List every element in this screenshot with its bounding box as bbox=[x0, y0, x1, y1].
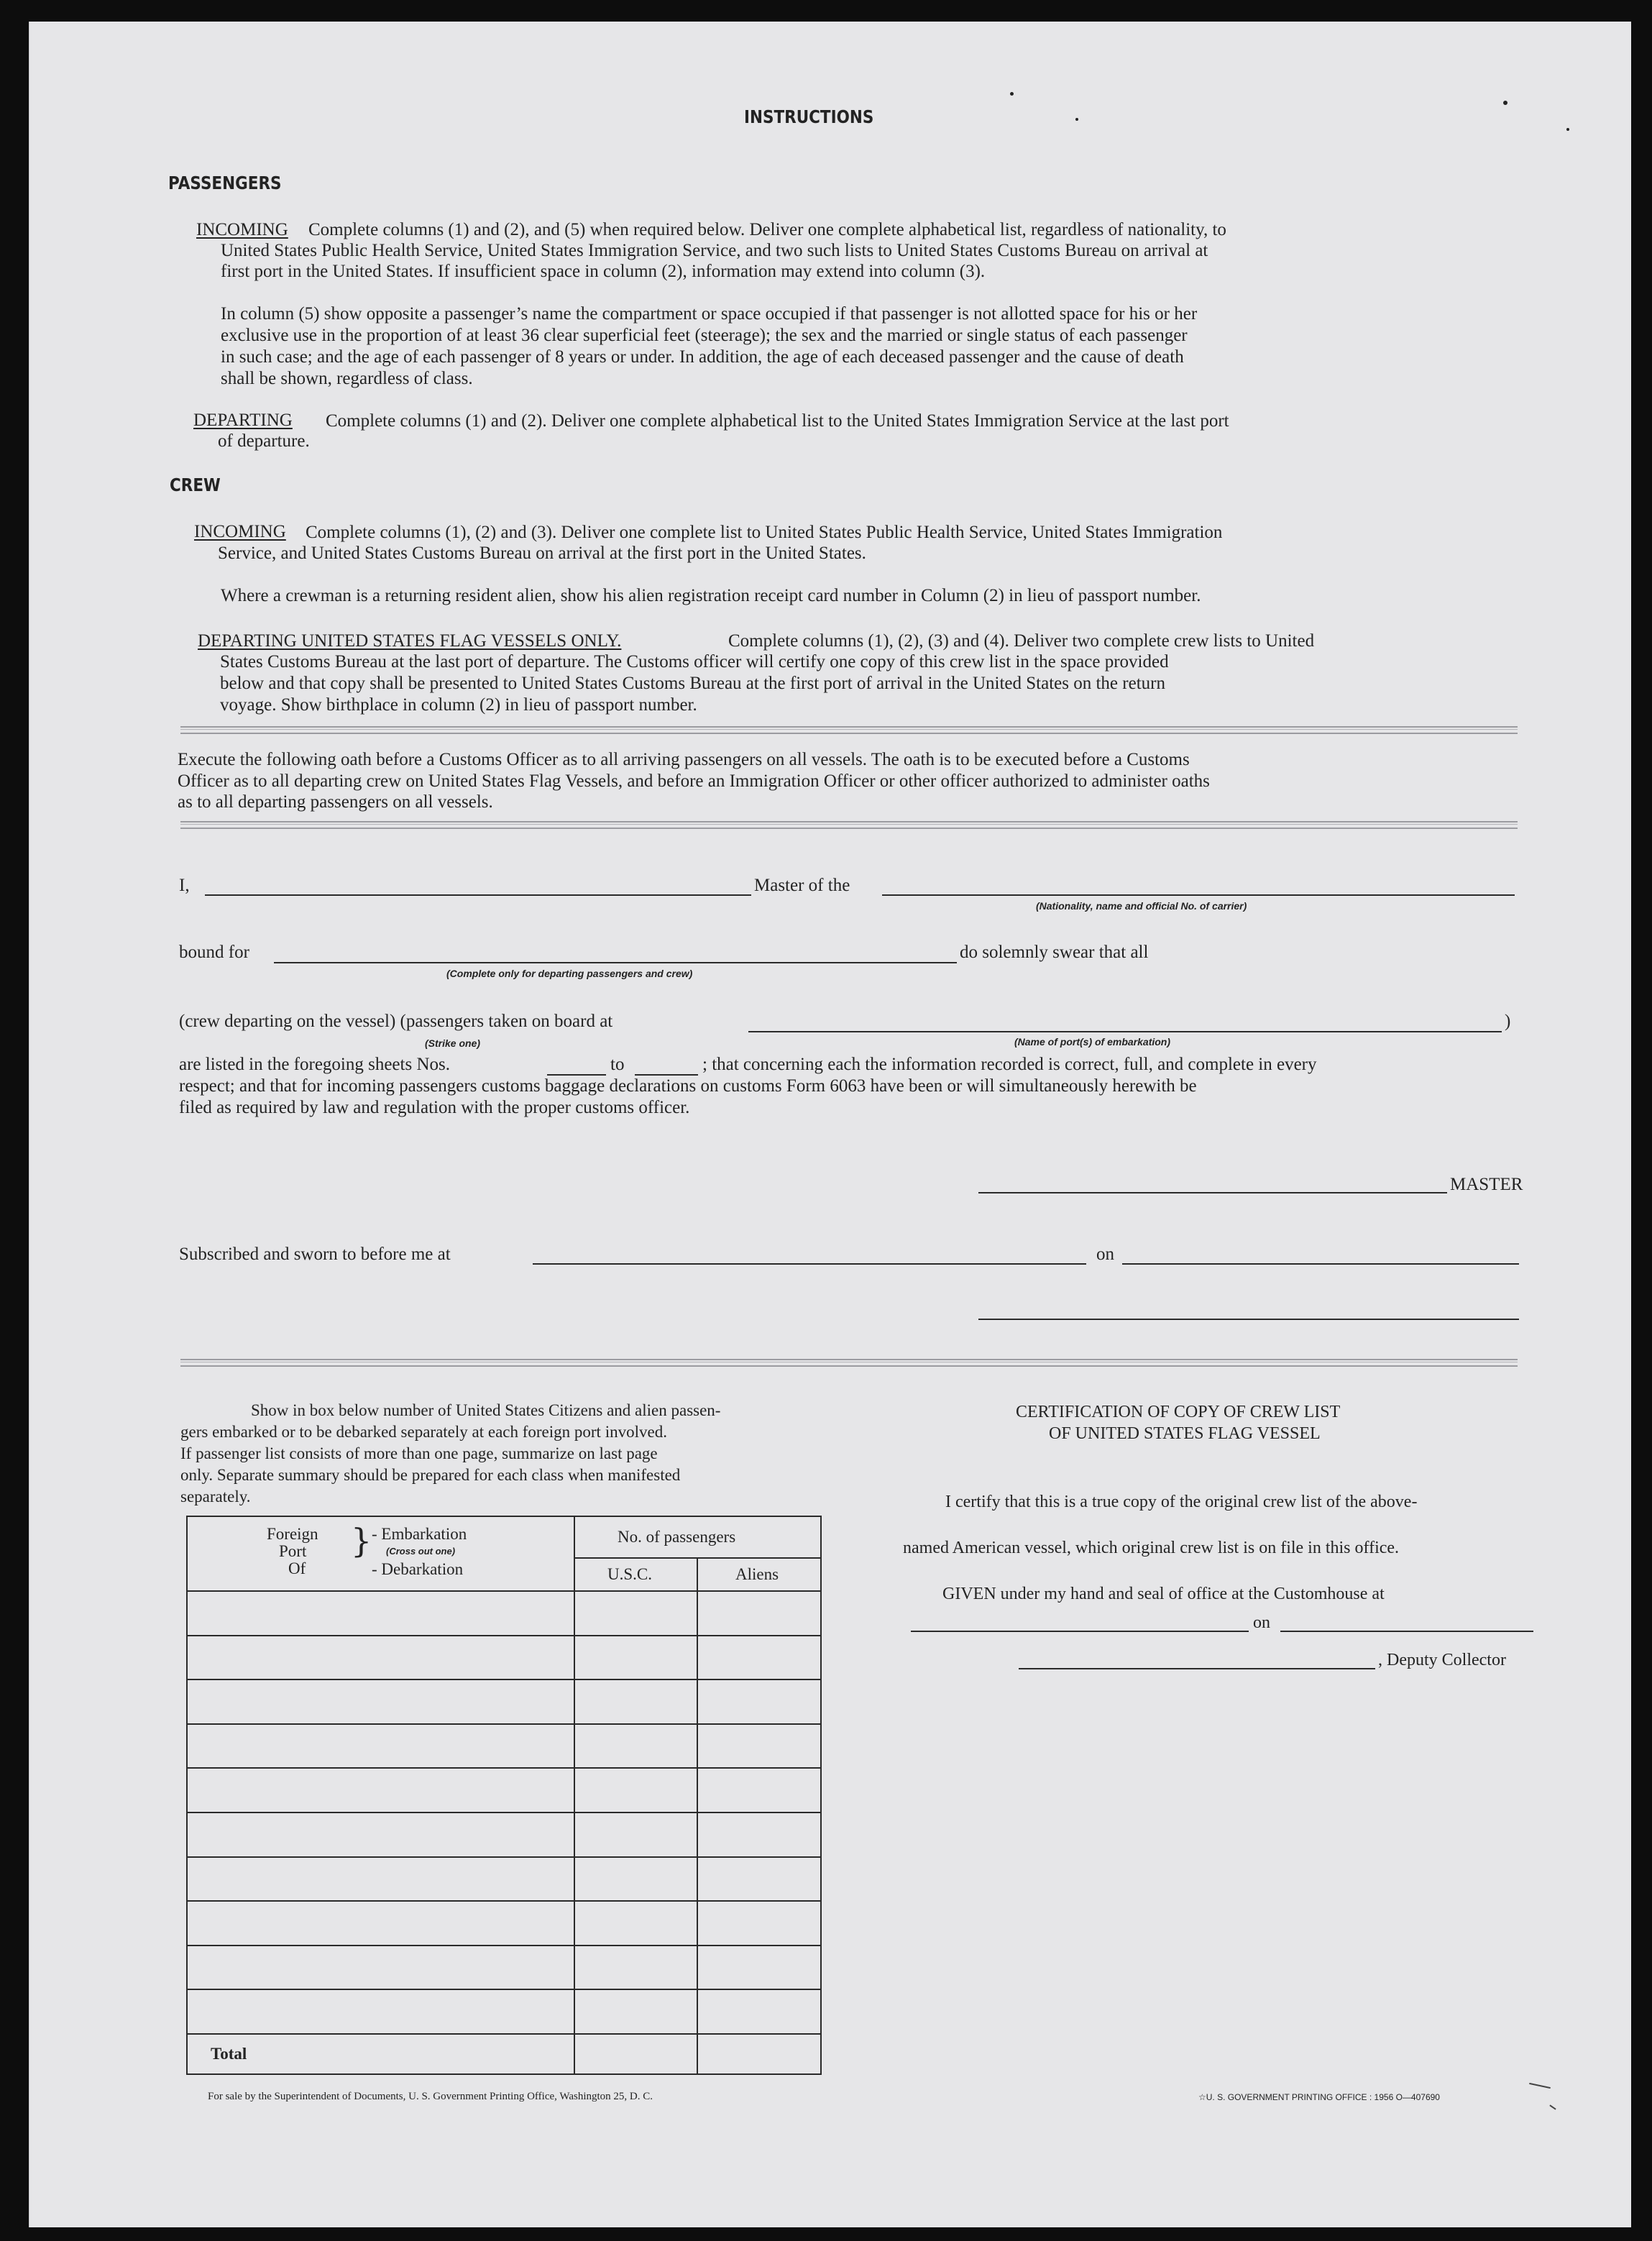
table-row bbox=[186, 1679, 822, 1680]
bound-for-field[interactable] bbox=[274, 962, 957, 963]
oath-instruction-line: Execute the following oath before a Customs Officer as to all arriving passengers on all vessels. The oath is to be executed before a Customs bbox=[178, 750, 1190, 769]
debarkation-label: - Debarkation bbox=[372, 1560, 464, 1578]
table-row bbox=[186, 2033, 822, 2035]
table-row bbox=[186, 1989, 822, 1990]
table-row bbox=[186, 1812, 822, 1813]
page-title: INSTRUCTIONS bbox=[744, 106, 874, 127]
divider bbox=[180, 726, 1518, 734]
embarkation-label: - Embarkation bbox=[372, 1525, 467, 1543]
oath-instruction-line: as to all departing passengers on all vessels. bbox=[178, 792, 493, 812]
certification-title: CERTIFICATION OF COPY OF CREW LIST bbox=[1016, 1403, 1341, 1421]
scan-speck bbox=[1503, 101, 1508, 105]
resident-alien-line: Where a crewman is a returning resident alien, show his alien registration receipt card number in Column (2) in lieu of passport number. bbox=[221, 586, 1201, 605]
usc-column-header: U.S.C. bbox=[607, 1565, 652, 1583]
passengers-heading: PASSENGERS bbox=[168, 173, 282, 193]
summary-line: only. Separate summary should be prepared for each class when manifested bbox=[180, 1466, 681, 1484]
master-signature-field[interactable] bbox=[978, 1192, 1447, 1193]
master-name-field[interactable] bbox=[205, 894, 751, 896]
master-of-the-label: Master of the bbox=[754, 876, 850, 895]
crew-passengers-line: (crew departing on the vessel) (passengers taken on board at bbox=[179, 1012, 613, 1031]
divider bbox=[180, 1359, 1518, 1367]
crew-departing-line: Complete columns (1), (2), (3) and (4). Deliver two complete crew lists to United bbox=[728, 631, 1315, 651]
summary-line: gers embarked or to be debarked separately at each foreign port involved. bbox=[180, 1423, 667, 1441]
crew-incoming-line: Service, and United States Customs Bureau on arrival at the first port in the United States. bbox=[218, 544, 866, 563]
crew-departing-label: DEPARTING UNITED STATES FLAG VESSELS ONLY. bbox=[198, 631, 622, 651]
sworn-date-field[interactable] bbox=[1122, 1263, 1519, 1265]
port-label: Of bbox=[288, 1559, 306, 1577]
oath-line: filed as required by law and regulation with the proper customs officer. bbox=[179, 1098, 690, 1117]
deputy-collector-signature-field[interactable] bbox=[1019, 1668, 1375, 1669]
close-paren: ) bbox=[1505, 1012, 1511, 1031]
sheets-suffix: ; that concerning each the information recorded is correct, full, and complete in every bbox=[702, 1055, 1317, 1074]
certification-on: on bbox=[1253, 1613, 1270, 1632]
scan-mark bbox=[1529, 2083, 1551, 2089]
table-divider bbox=[574, 1557, 822, 1559]
customhouse-field[interactable] bbox=[911, 1631, 1249, 1632]
port-caption: (Name of port(s) of embarkation) bbox=[1014, 1036, 1171, 1048]
sheets-to: to bbox=[610, 1055, 625, 1074]
officer-signature-field[interactable] bbox=[978, 1319, 1519, 1320]
port-label: Port bbox=[279, 1542, 307, 1560]
aliens-column-header: Aliens bbox=[735, 1565, 779, 1583]
sheets-prefix: are listed in the foregoing sheets Nos. bbox=[179, 1055, 450, 1074]
bound-caption: (Complete only for departing passengers and crew) bbox=[446, 968, 693, 979]
passengers-departing-label: DEPARTING bbox=[193, 411, 293, 430]
crew-incoming-line: Complete columns (1), (2) and (3). Deliver one complete list to United States Public Health Service, United States Immigration bbox=[306, 523, 1223, 542]
certification-line: GIVEN under my hand and seal of office at the Customhouse at bbox=[942, 1585, 1385, 1603]
column5-line: in such case; and the age of each passenger of 8 years or under. In addition, the age of each deceased passenger and the cause of death bbox=[221, 347, 1184, 367]
certification-line: named American vessel, which original crew list is on file in this office. bbox=[903, 1539, 1400, 1557]
oath-instruction-line: Officer as to all departing crew on United States Flag Vessels, and before an Immigration Officer or other officer authorized to administer oaths bbox=[178, 771, 1210, 791]
table-row bbox=[186, 1635, 822, 1636]
table-row bbox=[186, 1945, 822, 1946]
swear-text: do solemnly swear that all bbox=[960, 943, 1149, 962]
footer-sale-notice: For sale by the Superintendent of Documents, U. S. Government Printing Office, Washington 25, D. C. bbox=[208, 2091, 653, 2102]
master-label: MASTER bbox=[1450, 1175, 1523, 1194]
certification-title: OF UNITED STATES FLAG VESSEL bbox=[1049, 1424, 1321, 1443]
scan-speck bbox=[1075, 118, 1078, 121]
table-row bbox=[186, 1723, 822, 1725]
table-header-border bbox=[186, 1590, 822, 1592]
certification-line: I certify that this is a true copy of the original crew list of the above- bbox=[945, 1493, 1418, 1511]
summary-line: Show in box below number of United States Citizens and alien passen- bbox=[251, 1401, 721, 1419]
column5-line: exclusive use in the proportion of at least 36 clear superficial feet (steerage); the sex and the married or single status of each passenger bbox=[221, 326, 1188, 345]
crew-departing-line: voyage. Show birthplace in column (2) in lieu of passport number. bbox=[220, 695, 697, 715]
footer-printing-office: ☆U. S. GOVERNMENT PRINTING OFFICE : 1956 O—407690 bbox=[1198, 2092, 1440, 2102]
brace-glyph: } bbox=[351, 1521, 372, 1560]
divider bbox=[180, 821, 1518, 829]
on-label: on bbox=[1096, 1245, 1114, 1264]
carrier-field[interactable] bbox=[882, 894, 1515, 896]
crew-departing-line: States Customs Bureau at the last port of departure. The Customs officer will certify one copy of this crew list in the space provided bbox=[220, 652, 1169, 672]
table-row bbox=[186, 1900, 822, 1902]
strike-caption: (Strike one) bbox=[425, 1037, 481, 1049]
scan-speck bbox=[1566, 128, 1569, 131]
form-page bbox=[29, 22, 1631, 2227]
passengers-incoming-label: INCOMING bbox=[196, 220, 288, 239]
passenger-summary-table bbox=[186, 1516, 822, 2075]
oath-line: respect; and that for incoming passengers customs baggage declarations on customs Form 6063 have been or will simultaneously herewith be bbox=[179, 1076, 1197, 1096]
scan-mark bbox=[1549, 2104, 1556, 2109]
table-divider bbox=[574, 1516, 575, 2075]
column5-line: shall be shown, regardless of class. bbox=[221, 369, 473, 388]
bound-for-label: bound for bbox=[179, 943, 249, 962]
subscribed-label: Subscribed and sworn to before me at bbox=[179, 1245, 451, 1264]
port-label: Foreign bbox=[267, 1525, 318, 1543]
passengers-incoming-line: Complete columns (1) and (2), and (5) when required below. Deliver one complete alphabetical list, regardless of nationality, to bbox=[308, 220, 1226, 239]
passengers-incoming-line: first port in the United States. If insufficient space in column (2), information may extend into column (3). bbox=[221, 262, 986, 281]
passengers-departing-line: Complete columns (1) and (2). Deliver one complete alphabetical list to the United States Immigration Service at the last port bbox=[326, 411, 1229, 431]
oath-i: I, bbox=[179, 876, 190, 895]
table-row bbox=[186, 1856, 822, 1858]
deputy-collector-label: , Deputy Collector bbox=[1378, 1651, 1506, 1669]
column5-line: In column (5) show opposite a passenger’s name the compartment or space occupied if that passenger is not allotted space for his or her bbox=[221, 304, 1198, 324]
passengers-incoming-line: United States Public Health Service, United States Immigration Service, and two such lists to United States Customs Bureau on arrival at bbox=[221, 241, 1208, 260]
passengers-group-header: No. of passengers bbox=[618, 1528, 736, 1546]
crew-incoming-label: INCOMING bbox=[194, 522, 286, 541]
cross-out-caption: (Cross out one) bbox=[386, 1546, 456, 1557]
total-label: Total bbox=[211, 2045, 247, 2063]
passengers-departing-line: of departure. bbox=[218, 431, 310, 451]
carrier-caption: (Nationality, name and official No. of carrier) bbox=[1036, 900, 1247, 912]
table-row bbox=[186, 1767, 822, 1769]
certification-date-field[interactable] bbox=[1280, 1631, 1533, 1632]
sworn-place-field[interactable] bbox=[533, 1263, 1086, 1265]
summary-line: separately. bbox=[180, 1488, 251, 1506]
crew-departing-line: below and that copy shall be presented to United States Customs Bureau at the first port of arrival in the United States on the return bbox=[220, 674, 1165, 693]
embarkation-port-field[interactable] bbox=[748, 1031, 1502, 1032]
crew-heading: CREW bbox=[170, 475, 221, 495]
summary-line: If passenger list consists of more than one page, summarize on last page bbox=[180, 1444, 658, 1462]
scan-speck bbox=[1010, 92, 1014, 96]
